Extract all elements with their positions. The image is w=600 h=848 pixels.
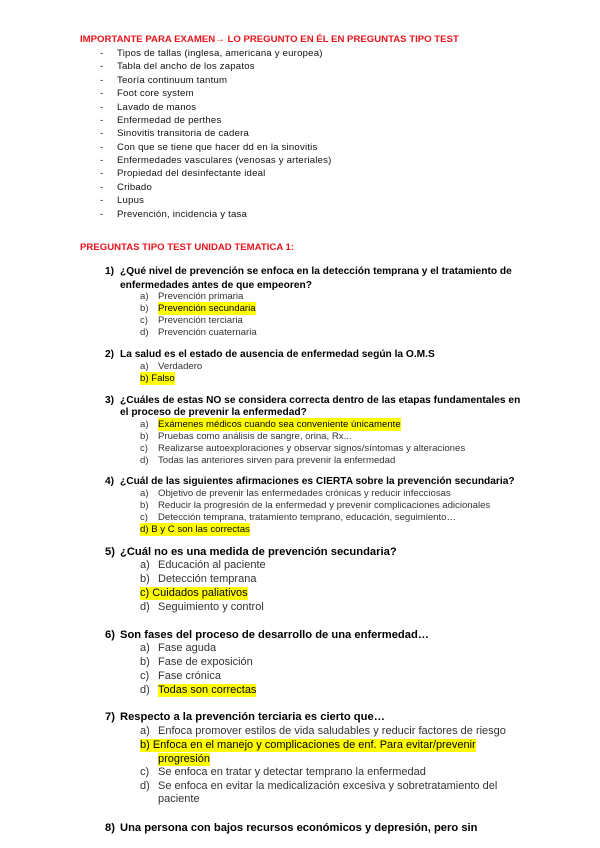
option-letter: a) — [140, 361, 149, 372]
question-text: Una persona con bajos recursos económicos y depresión, pero sin — [120, 822, 478, 834]
option-text: progresión — [158, 753, 210, 765]
option-letter: b) — [140, 500, 149, 511]
option-letter: b) — [140, 303, 149, 314]
option-text: Cuidados paliativos — [152, 587, 248, 599]
option-text: Detección temprana, tratamiento temprano, educación, seguimiento… — [158, 512, 457, 523]
topic-item: Tabla del ancho de los zapatos — [117, 61, 255, 72]
option-text: Pruebas como análisis de sangre, orina, Rx... — [158, 431, 352, 442]
bullet-dash: - — [100, 61, 104, 72]
bullet-dash: - — [100, 195, 104, 206]
option-letter: c) — [140, 670, 150, 682]
option-letter: b) — [140, 739, 150, 751]
option-letter: a) — [140, 559, 150, 571]
answer-option-correct — [140, 372, 175, 385]
question-number: 6) — [105, 629, 115, 641]
bullet-dash: - — [100, 142, 104, 153]
option-letter: b) — [140, 573, 150, 585]
option-text: Reducir la progresión de la enfermedad y prevenir complicaciones adicionales — [158, 500, 491, 511]
option-text: Fase aguda — [158, 642, 217, 654]
exam-header: IMPORTANTE PARA EXAMEN→ LO PREGUNTO EN ÉL EN PREGUNTAS TIPO TEST — [80, 34, 459, 45]
option-text: Se enfoca en tratar y detectar temprano la enfermedad — [158, 766, 426, 778]
topic-item: Cribado — [117, 182, 152, 193]
topic-item: Sinovitis transitoria de cadera — [117, 128, 250, 139]
option-letter: a) — [140, 725, 150, 737]
option-text: Prevención terciaria — [158, 315, 243, 326]
option-letter: c) — [140, 512, 148, 523]
question-number: 2) — [105, 349, 115, 360]
bullet-dash: - — [100, 182, 104, 193]
topic-item: Tipos de tallas (inglesa, americana y europea) — [117, 48, 323, 59]
option-letter: c) — [140, 766, 150, 778]
bullet-dash: - — [100, 75, 104, 86]
option-text: Prevención primaria — [158, 291, 244, 302]
option-letter: d) — [140, 780, 150, 792]
option-letter: d) — [140, 684, 150, 696]
option-letter: a) — [140, 419, 149, 430]
topic-item: Propiedad del desinfectante ideal — [117, 168, 266, 179]
option-letter: d) — [140, 601, 150, 613]
option-letter: d) — [140, 455, 149, 466]
bullet-dash: - — [100, 48, 104, 59]
topic-item: Prevención, incidencia y tasa — [117, 209, 248, 220]
option-text: Educación al paciente — [158, 559, 266, 571]
option-letter: c) — [140, 443, 148, 454]
option-letter: a) — [140, 488, 149, 499]
question-number: 8) — [105, 822, 115, 834]
topic-item: Teoría continuum tantum — [117, 75, 228, 86]
question-number: 7) — [105, 711, 115, 723]
bullet-dash: - — [100, 102, 104, 113]
topic-item: Enfermedad de perthes — [117, 115, 222, 126]
bullet-dash: - — [100, 88, 104, 99]
bullet-dash: - — [100, 128, 104, 139]
option-text: Detección temprana — [158, 573, 257, 585]
option-letter: d) — [140, 524, 149, 535]
bullet-dash: - — [100, 155, 104, 166]
option-text: Se enfoca en evitar la medicalización excesiva y sobretratamiento del — [158, 780, 498, 792]
option-text: Fase crónica — [158, 670, 221, 682]
topic-item: Enfermedades vasculares (venosas y arteriales) — [117, 155, 332, 166]
option-text: Realizarse autoexploraciones y observar signos/síntomas y alteraciones — [158, 443, 466, 454]
option-text: Fase de exposición — [158, 656, 253, 668]
answer-option-correct — [140, 739, 476, 752]
section-title: PREGUNTAS TIPO TEST UNIDAD TEMATICA 1: — [80, 242, 295, 253]
option-text: Verdadero — [158, 361, 203, 372]
question-number: 5) — [105, 546, 115, 558]
question-text: el proceso de prevenir la enfermedad? — [120, 407, 307, 418]
question-text: enfermedades antes de que empeoren? — [120, 280, 312, 291]
option-text: Objetivo de prevenir las enfermedades crónicas y reducir infecciosas — [158, 488, 451, 499]
option-text: Prevención cuaternaria — [158, 327, 257, 338]
answer-option-correct — [140, 587, 248, 600]
option-text: B y C son las correctas — [151, 524, 250, 535]
question-number: 4) — [105, 476, 115, 487]
option-letter: c) — [140, 587, 150, 599]
question-text: ¿Cuál de las siguientes afirmaciones es CIERTA sobre la prevención secundaria? — [120, 476, 515, 487]
topic-item: Lavado de manos — [117, 102, 197, 113]
option-letter: b) — [140, 431, 149, 442]
option-letter: d) — [140, 327, 149, 338]
question-text: ¿Qué nivel de prevención se enfoca en la detección temprana y el tratamiento de — [120, 266, 512, 277]
question-text: Son fases del proceso de desarrollo de una enfermedad… — [120, 629, 429, 641]
option-letter: a) — [140, 642, 150, 654]
option-letter: a) — [140, 291, 149, 302]
bullet-dash: - — [100, 115, 104, 126]
option-letter: b) — [140, 373, 149, 384]
topic-item: Foot core system — [117, 88, 194, 99]
question-number: 1) — [105, 266, 115, 277]
topic-item: Con que se tiene que hacer dd en la sinovitis — [117, 142, 318, 153]
question-number: 3) — [105, 395, 115, 406]
option-text-correct: Exámenes médicos cuando sea conveniente únicamente — [158, 419, 401, 430]
option-text: Enfoca en el manejo y complicaciones de enf. Para evitar/prevenir — [152, 739, 476, 751]
answer-option-correct — [140, 523, 250, 536]
topic-item: Lupus — [117, 195, 145, 206]
bullet-dash: - — [100, 209, 104, 220]
option-text-correct: Todas son correctas — [158, 684, 257, 696]
option-text: paciente — [158, 793, 200, 805]
option-text: Enfoca promover estilos de vida saludables y reducir factores de riesgo — [158, 725, 506, 737]
question-text: ¿Cuál no es una medida de prevención secundaria? — [120, 546, 397, 558]
question-text: ¿Cuáles de estas NO se considera correcta dentro de las etapas fundamentales en — [120, 395, 521, 406]
option-letter: c) — [140, 315, 148, 326]
option-text: Seguimiento y control — [158, 601, 264, 613]
question-text: La salud es el estado de ausencia de enfermedad según la O.M.S — [120, 349, 435, 360]
option-text-correct: Prevención secundaria — [158, 303, 256, 314]
bullet-dash: - — [100, 168, 104, 179]
question-text: Respecto a la prevención terciaria es cierto que… — [120, 711, 385, 723]
option-letter: b) — [140, 656, 150, 668]
option-text: Falso — [151, 373, 175, 384]
option-text: Todas las anteriores sirven para prevenir la enfermedad — [158, 455, 396, 466]
